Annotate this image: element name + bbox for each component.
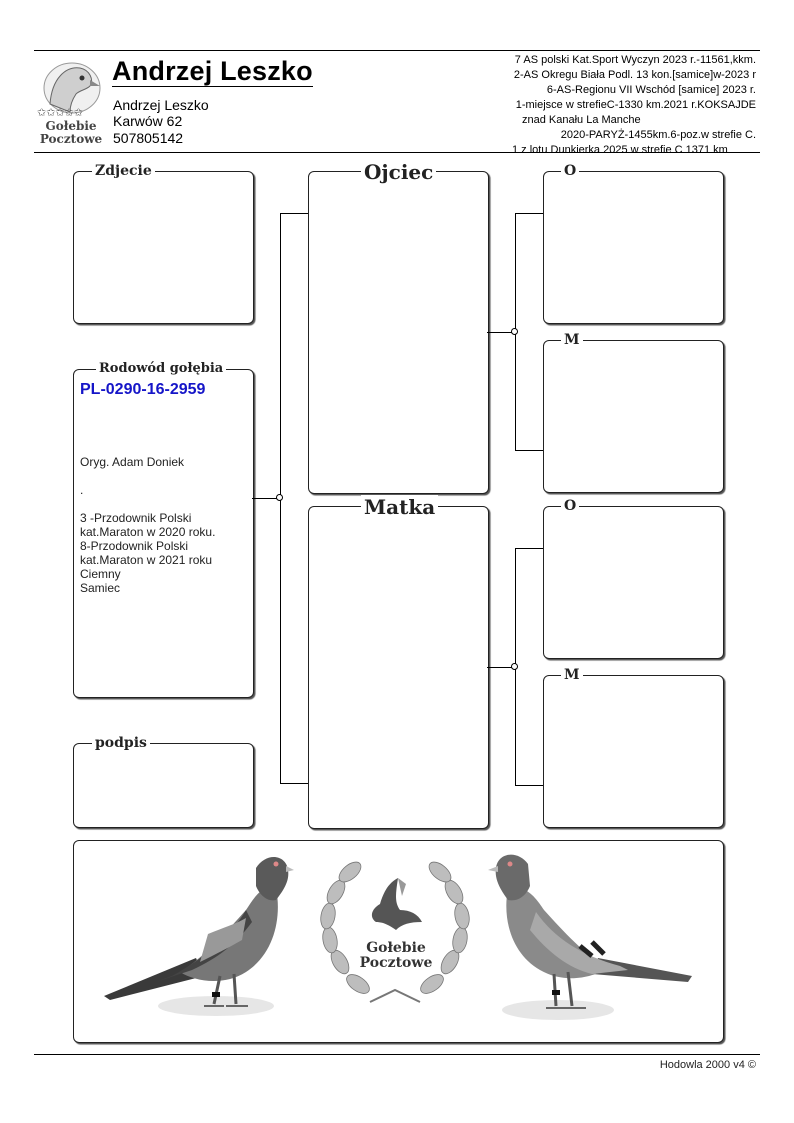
logo-text-line1: Gołebie (45, 119, 97, 133)
pedigree-line: Ciemny (80, 567, 121, 581)
connector (515, 785, 543, 786)
connector-node (511, 663, 518, 670)
photo-box[interactable] (73, 171, 254, 324)
banner-text-line2: Pocztowe (359, 955, 433, 971)
achievement-line: 7 AS polski Kat.Sport Wyczyn 2023 r.-11561,kkm. (514, 54, 756, 66)
connector (515, 450, 543, 451)
achievement-line: 6-AS-Regionu VII Wschód [samice] 2023 r. (546, 84, 756, 96)
rating-stars: ✩✩✩✩✩ (37, 107, 84, 119)
pedigree-line: kat.Maraton w 2020 roku. (80, 525, 216, 539)
breeder-achievements (456, 53, 756, 158)
address-name: Andrzej Leszko (113, 97, 209, 113)
pedigree-line: 3 -Przodownik Polski (80, 511, 192, 525)
wreath-emblem (310, 852, 480, 1012)
connector-node (511, 328, 518, 335)
breeder-name: Andrzej Leszko (112, 56, 313, 86)
father-mother-box (543, 340, 724, 493)
banner-text-line1: Gołebie (366, 940, 426, 956)
achievement-line: 1-miejsce w strefieC-1330 km.2021 r.KOKSAJDE (515, 99, 756, 111)
mother-father-box (543, 506, 724, 659)
pedigree-line: 8-Przodownik Polski (80, 539, 189, 553)
mother-mother-title: M (561, 667, 583, 683)
pedigree-line: Samiec (80, 581, 121, 595)
achievement-line: 2-AS Okregu Biała Podl. 13 kon.[samice]w-2023 r (513, 69, 756, 81)
father-box-title: Ojciec (361, 160, 436, 184)
mother-box (308, 506, 489, 829)
pedigree-line: Oryg. Adam Doniek (80, 455, 185, 469)
mother-mother-box (543, 675, 724, 828)
father-father-title: O (561, 163, 579, 179)
signature-box[interactable] (73, 743, 254, 828)
father-box (308, 171, 489, 494)
achievement-line: znad Kanału La Manche (522, 114, 641, 126)
pigeon-left-illustration (96, 848, 296, 1023)
pedigree-line: . (80, 483, 84, 497)
pigeon-right-illustration (488, 850, 698, 1025)
address-street: Karwów 62 (113, 113, 183, 129)
pedigree-box-title: Rodowód gołębia (96, 361, 226, 377)
father-mother-title: M (561, 332, 583, 348)
mother-box-title: Matka (361, 495, 438, 519)
ring-number: PL-0290-16-2959 (80, 381, 206, 398)
footer-rule (34, 1054, 760, 1055)
connector (515, 548, 543, 549)
achievement-line: 2020-PARYŻ-1455km.6-poz.w strefie C. (560, 129, 756, 141)
signature-box-title: podpis (92, 735, 150, 751)
mother-father-title: O (561, 498, 579, 514)
photo-box-title: Zdjecie (92, 163, 155, 179)
logo-text-line2: Pocztowe (39, 132, 103, 146)
connector (280, 213, 308, 214)
pedigree-line: kat.Maraton w 2021 roku (80, 553, 213, 567)
connector (280, 783, 308, 784)
achievement-line: 1 z lotu Dunkierka 2025 w strefie C 1371 km (512, 144, 728, 156)
address-phone: 507805142 (113, 130, 184, 146)
footer-text: Hodowla 2000 v4 © (659, 1059, 756, 1071)
father-father-box (543, 171, 724, 324)
header-top-rule (34, 50, 760, 51)
connector-node (276, 494, 283, 501)
connector (515, 213, 543, 214)
